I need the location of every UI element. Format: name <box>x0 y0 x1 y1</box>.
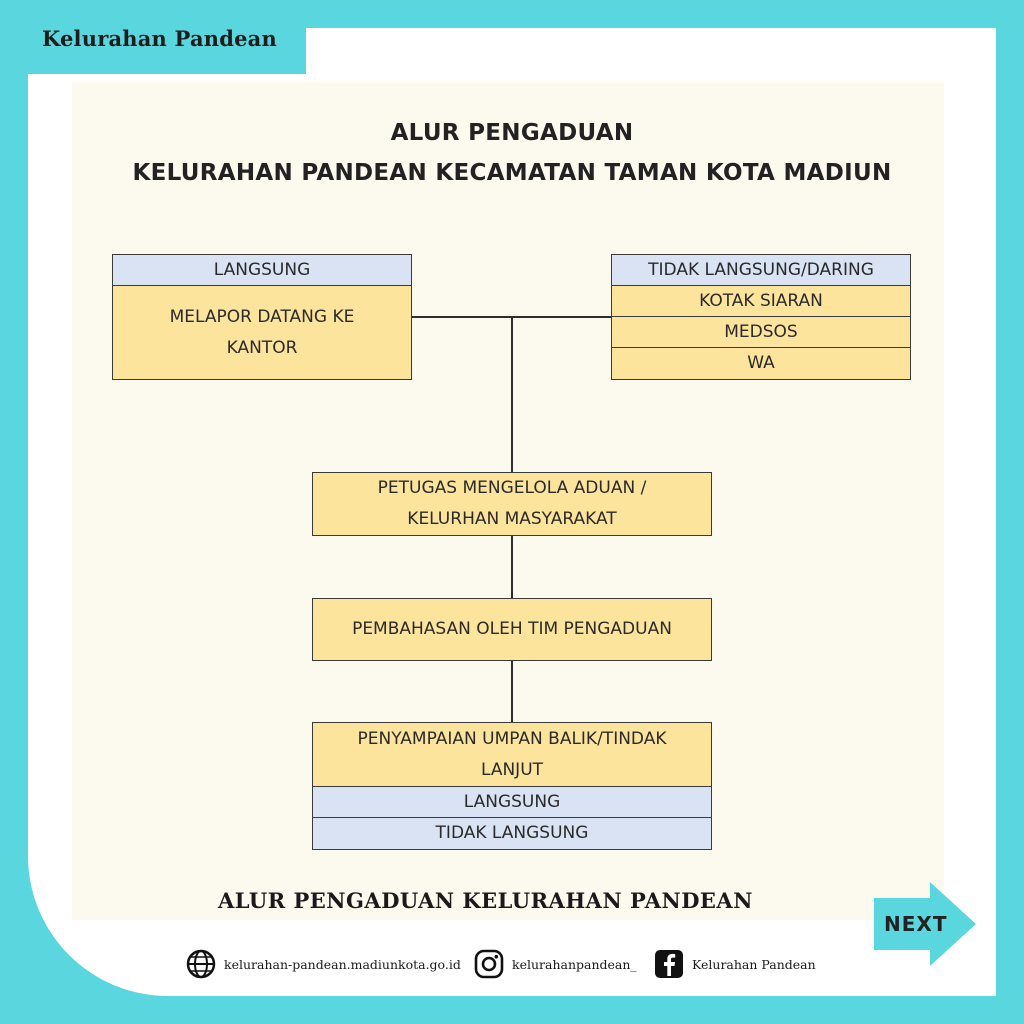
footer-website[interactable] <box>186 948 461 980</box>
indirect-item-wa: WA <box>611 347 911 380</box>
brand-title: Kelurahan Pandean <box>42 26 277 51</box>
next-button-label[interactable]: NEXT <box>884 912 948 936</box>
connector-to-step2 <box>511 534 513 600</box>
connector-to-step1 <box>511 316 513 474</box>
direct-body-line2: KANTOR <box>226 337 298 358</box>
website-url[interactable]: kelurahan-pandean.madiunkota.go.id <box>224 956 461 972</box>
instagram-handle[interactable]: kelurahanpandean_ <box>512 956 637 972</box>
connector-to-step3 <box>511 659 513 723</box>
indirect-channel-header: TIDAK LANGSUNG/DARING <box>611 254 911 287</box>
facebook-icon <box>654 949 684 979</box>
step-petugas-mengelola <box>312 472 712 536</box>
direct-body-line1: MELAPOR DATANG KE <box>169 306 355 327</box>
globe-icon <box>186 949 216 979</box>
feedback-option-tidak-langsung: TIDAK LANGSUNG <box>312 817 712 850</box>
diagram-title-line2: KELURAHAN PANDEAN KECAMATAN TAMAN KOTA MADIUN <box>132 160 892 186</box>
indirect-item-medsos: MEDSOS <box>611 316 911 349</box>
diagram-title-line1: ALUR PENGADUAN <box>390 120 634 146</box>
direct-channel-body <box>112 285 412 380</box>
feedback-option-langsung: LANGSUNG <box>312 786 712 819</box>
facebook-page[interactable]: Kelurahan Pandean <box>692 956 816 972</box>
instagram-icon <box>474 949 504 979</box>
footer-facebook[interactable] <box>654 948 816 980</box>
step-pembahasan: PEMBAHASAN OLEH TIM PENGADUAN <box>312 598 712 661</box>
step1-line1: PETUGAS MENGELOLA ADUAN / <box>377 478 647 498</box>
step1-line2: KELURHAN MASYARAKAT <box>407 509 617 529</box>
indirect-item-kotak-siaran: KOTAK SIARAN <box>611 285 911 318</box>
step3-line1: PENYAMPAIAN UMPAN BALIK/TINDAK <box>357 729 667 749</box>
step3-line2: LANJUT <box>480 760 544 780</box>
direct-channel-header: LANGSUNG <box>112 254 412 287</box>
caption: ALUR PENGADUAN KELURAHAN PANDEAN <box>218 888 753 913</box>
step-penyampaian <box>312 722 712 788</box>
footer-instagram[interactable] <box>474 948 637 980</box>
